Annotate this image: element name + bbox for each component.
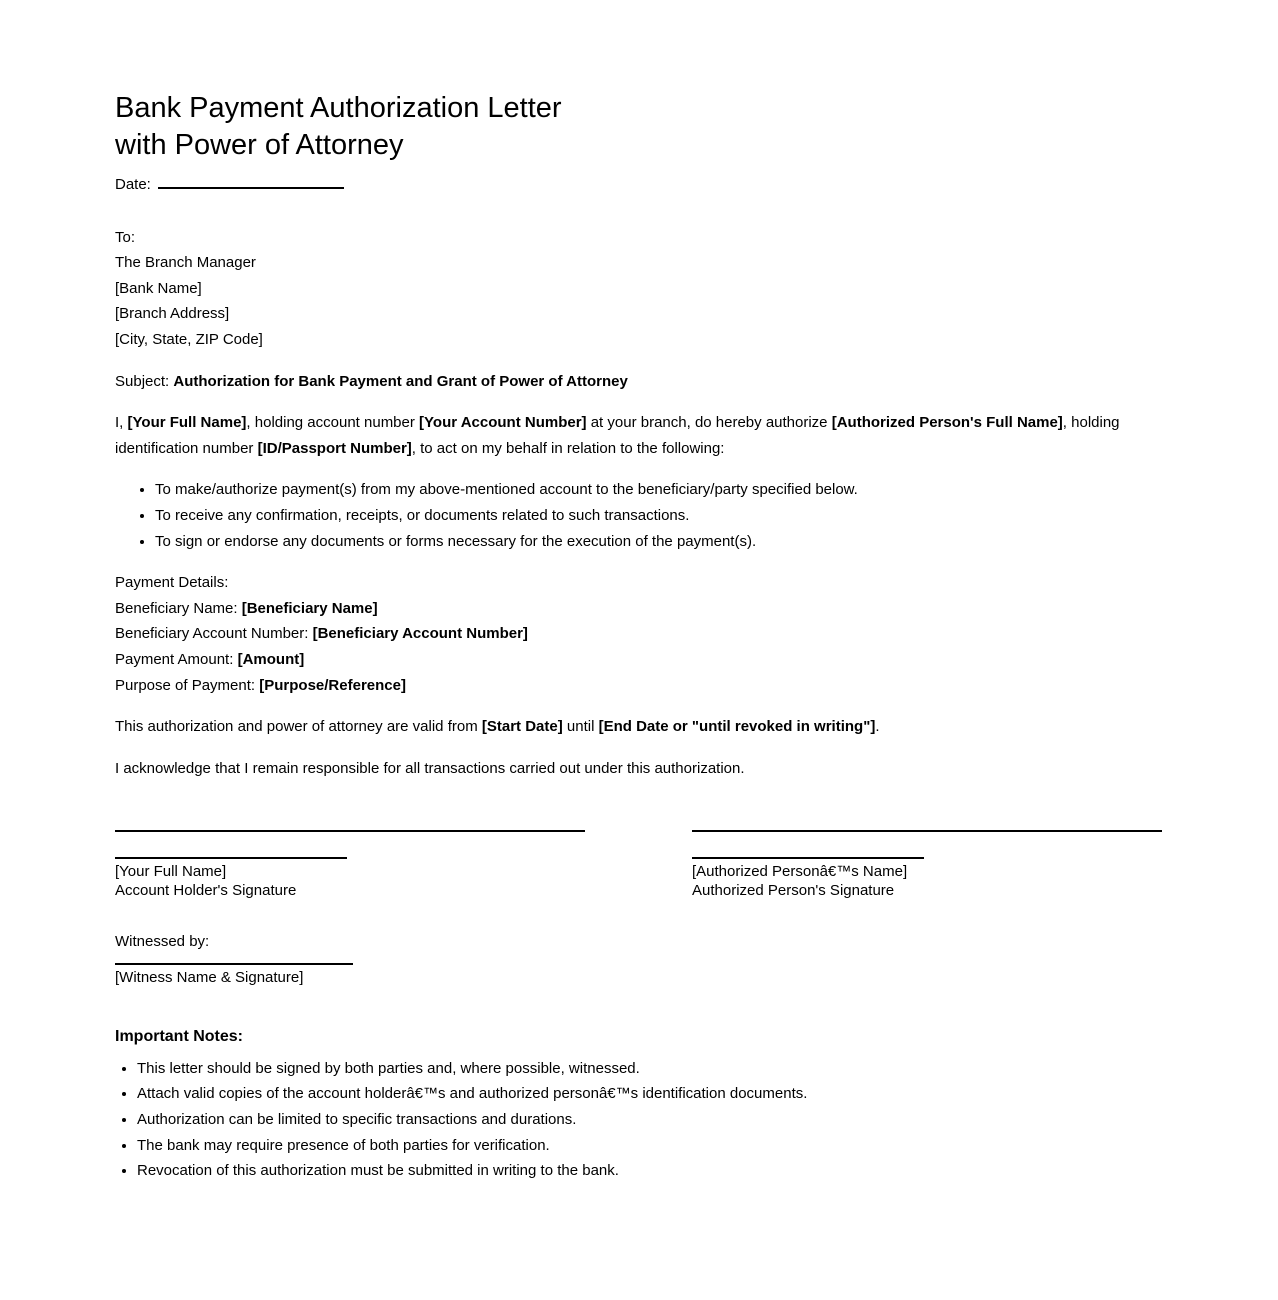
witness-block — [115, 929, 1163, 987]
payment-detail-value: [Purpose/Reference] — [259, 676, 406, 694]
subject-text: Authorization for Bank Payment and Grant of Power of Attorney — [173, 372, 628, 390]
payment-detail-row — [115, 596, 1163, 622]
payment-detail-label: Beneficiary Name: — [115, 599, 242, 617]
intro-segment: at your branch, do hereby authorize — [586, 414, 832, 432]
recipient-line: [Branch Address] — [115, 305, 230, 323]
payment-detail-label: Beneficiary Account Number: — [115, 625, 313, 643]
authorization-list-item: • To receive any confirmation, receipts, or documents related to such transactions. — [155, 503, 1163, 529]
payment-details-block — [115, 570, 1163, 698]
intro-paragraph — [115, 410, 1163, 461]
recipient-line: [City, State, ZIP Code] — [115, 330, 263, 348]
intro-segment: , holding account number — [246, 414, 420, 432]
witness-name-label: [Witness Name & Signature] — [115, 968, 304, 986]
signature-line — [692, 830, 1162, 832]
payment-detail-label: Purpose of Payment: — [115, 676, 260, 694]
date-row — [115, 170, 1163, 198]
validity-segment-bold: [End Date or "until revoked in writing"] — [598, 718, 876, 736]
page-title-line2: with Power of Attorney — [115, 129, 404, 161]
payment-detail-value: [Amount] — [237, 650, 305, 668]
recipient-line: [Bank Name] — [115, 279, 202, 297]
important-note-item: • Authorization can be limited to specific transactions and durations. — [137, 1107, 1163, 1133]
signatory-name: [Your Full Name] — [115, 863, 227, 881]
intro-segment-bold: [Your Account Number] — [419, 414, 587, 432]
payment-detail-row — [115, 673, 1163, 699]
intro-segment: , holding identification number — [115, 414, 1120, 457]
name-fill-line — [115, 857, 347, 859]
important-note-item: • Revocation of this authorization must be submitted in writing to the bank. — [137, 1158, 1163, 1184]
recipient-line: The Branch Manager — [115, 254, 256, 272]
signatory-name: [Authorized Personâ€™s Name] — [692, 863, 908, 881]
authorization-list — [115, 477, 1163, 554]
intro-segment-bold: [ID/Passport Number] — [257, 439, 412, 457]
subject-label: Subject: — [115, 372, 174, 390]
page-title — [115, 90, 1163, 164]
important-notes-heading: Important Notes: — [115, 1027, 243, 1045]
authorization-list-item: • To make/authorize payment(s) from my above-mentioned account to the beneficiary/party specified below. — [155, 477, 1163, 503]
intro-segment-bold: [Your Full Name] — [127, 414, 247, 432]
validity-segment-bold: [Start Date] — [481, 718, 563, 736]
subject-line — [115, 369, 1163, 395]
validity-paragraph — [115, 714, 1163, 740]
signatory-role: Account Holder's Signature — [115, 882, 297, 900]
acknowledgement-paragraph: I acknowledge that I remain responsible for all transactions carried out under this authorization. — [115, 759, 745, 777]
signatory-role: Authorized Person's Signature — [692, 882, 895, 900]
authorization-list-item: • To sign or endorse any documents or forms necessary for the execution of the payment(s). — [155, 529, 1163, 555]
payment-detail-value: [Beneficiary Account Number] — [312, 625, 528, 643]
page-title-line1: Bank Payment Authorization Letter — [115, 92, 562, 124]
signature-column-authorized-person — [692, 830, 1162, 900]
validity-segment: until — [562, 718, 599, 736]
payment-details-heading: Payment Details: — [115, 574, 229, 592]
validity-segment: . — [875, 718, 880, 736]
signature-row — [115, 830, 1163, 900]
intro-segment-bold: [Authorized Person's Full Name] — [831, 414, 1063, 432]
payment-detail-label: Payment Amount: — [115, 650, 238, 668]
important-notes-list — [115, 1056, 1163, 1184]
signature-line — [115, 830, 585, 832]
important-note-item: • This letter should be signed by both parties and, where possible, witnessed. — [137, 1056, 1163, 1082]
name-fill-line — [692, 857, 924, 859]
recipient-block — [115, 225, 1163, 353]
validity-segment: This authorization and power of attorney are valid from — [115, 718, 482, 736]
witness-label: Witnessed by: — [115, 933, 210, 951]
signature-column-account-holder — [115, 830, 585, 900]
date-label: Date: — [115, 176, 151, 193]
witness-fill-line — [115, 963, 353, 965]
recipient-to-label: To: — [115, 228, 136, 246]
payment-detail-value: [Beneficiary Name] — [241, 599, 378, 617]
payment-detail-row — [115, 647, 1163, 673]
payment-detail-row — [115, 621, 1163, 647]
intro-segment: I, — [115, 414, 128, 432]
date-fill-line — [158, 170, 344, 189]
important-note-item: • The bank may require presence of both parties for verification. — [137, 1133, 1163, 1159]
important-note-item: • Attach valid copies of the account holderâ€™s and authorized personâ€™s identification documents. — [137, 1081, 1163, 1107]
intro-segment: , to act on my behalf in relation to the following: — [411, 439, 725, 457]
